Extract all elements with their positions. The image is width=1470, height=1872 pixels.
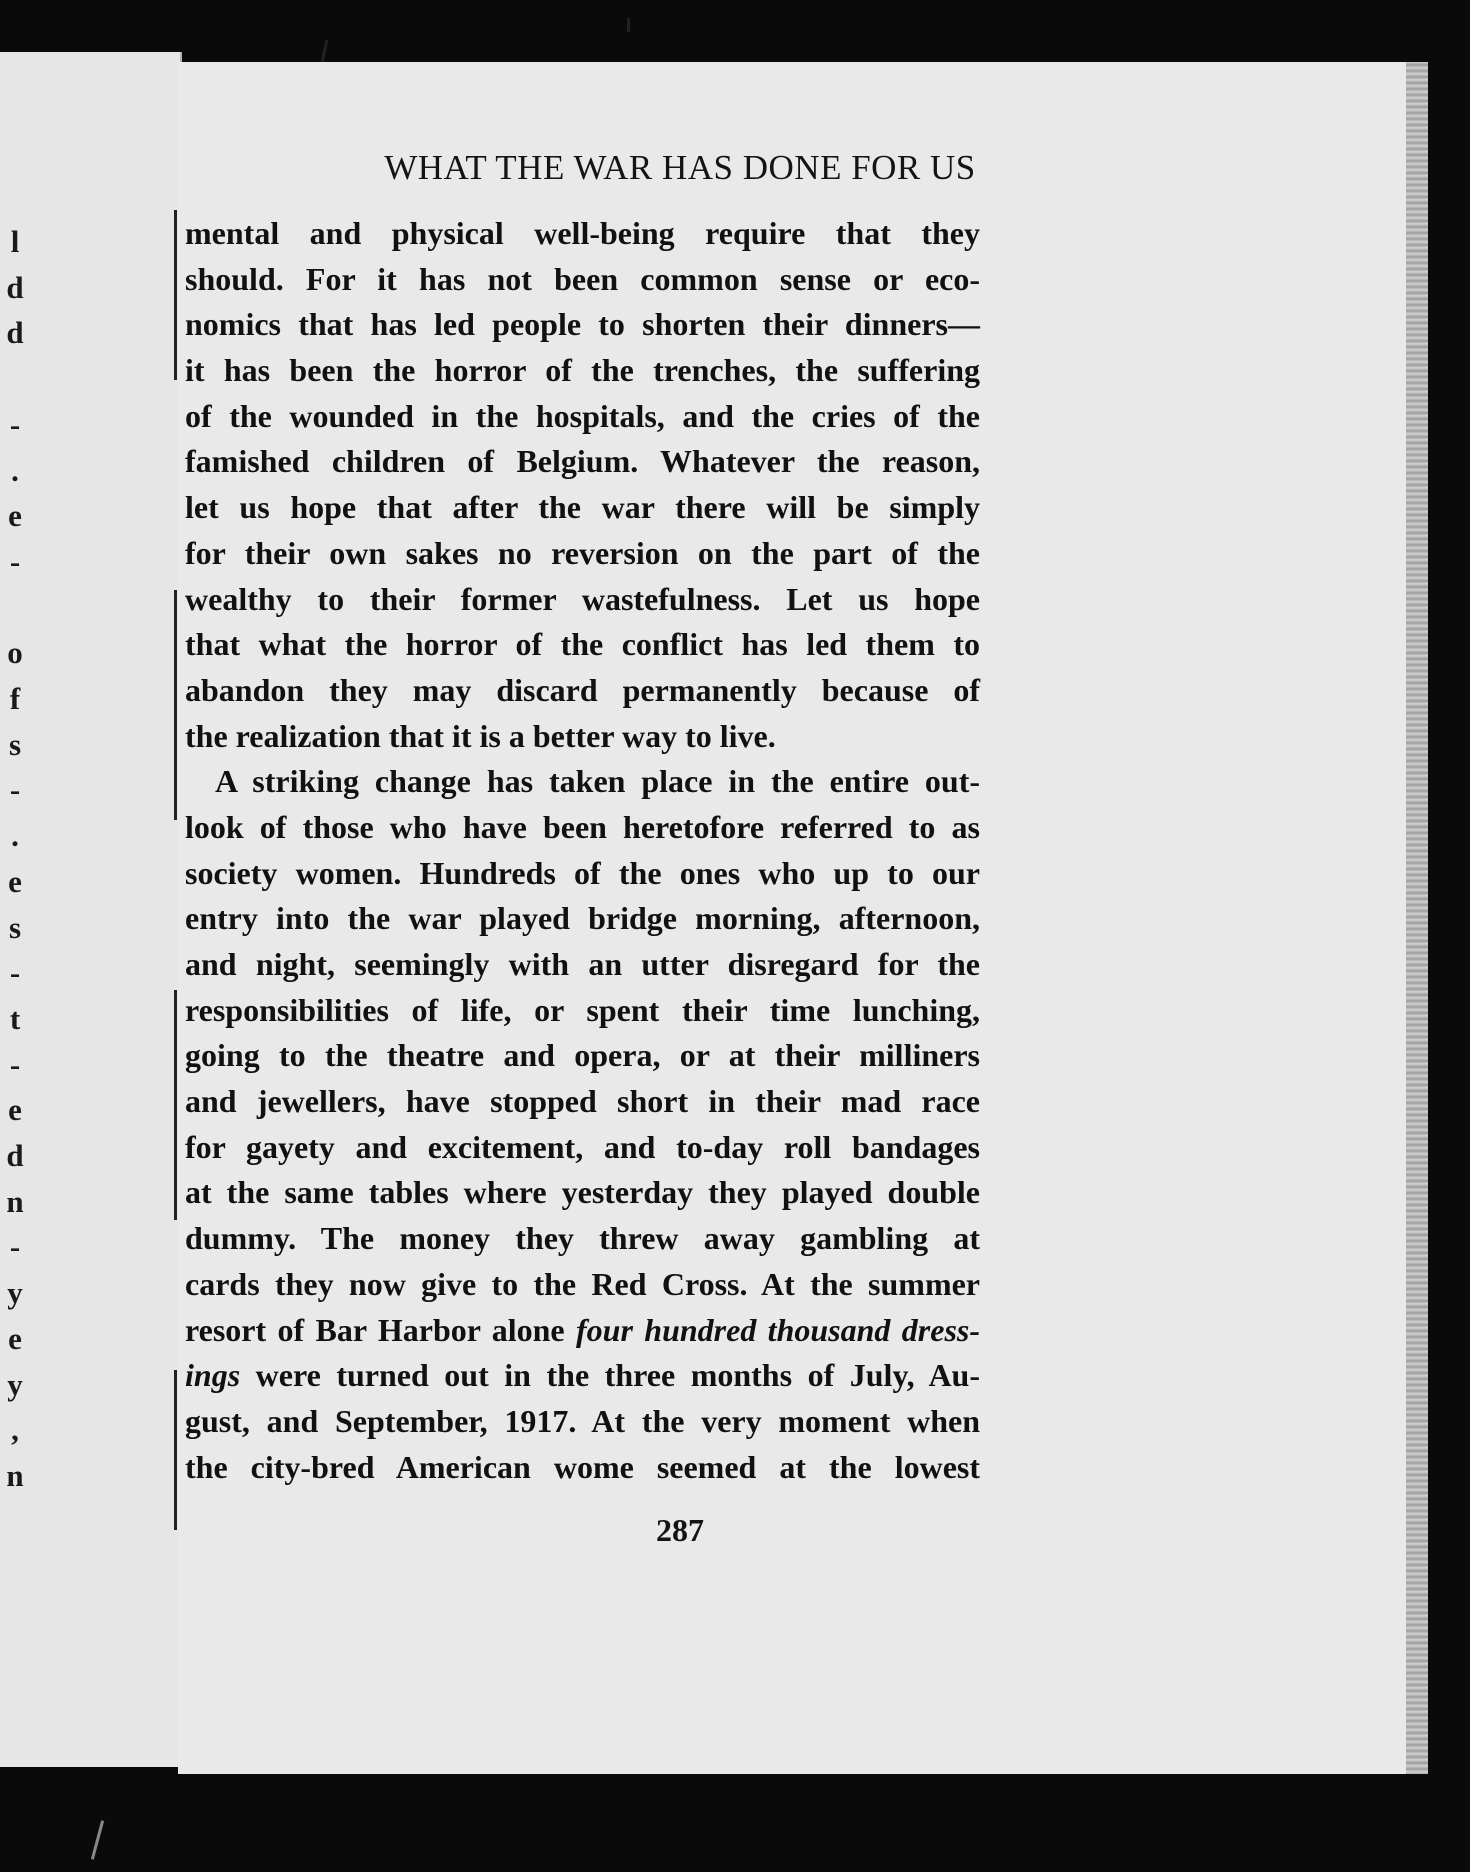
- cut-off-char: -: [9, 772, 21, 808]
- scan-speck: [91, 1820, 104, 1859]
- paragraph-1: [185, 211, 980, 759]
- text-line: that what the horror of the conflict has led them to: [185, 626, 980, 663]
- text-line: [185, 1353, 980, 1399]
- text-line: going to the theatre and opera, or at their milliners: [185, 1037, 980, 1074]
- page-edge-shadow: [1406, 62, 1428, 1774]
- cut-off-char: e: [8, 863, 22, 899]
- cut-off-char: -: [9, 406, 21, 442]
- cut-off-char: -: [9, 543, 21, 579]
- cut-off-char: d: [6, 315, 24, 351]
- left-page-fragment: [0, 52, 182, 1767]
- cut-off-char: n: [6, 1457, 24, 1493]
- text-line: and jewellers, have stopped short in their mad race: [185, 1083, 980, 1120]
- text-run: were turned out in the three months of July, Au-: [240, 1357, 980, 1394]
- text-line: dummy. The money they threw away gambling at: [185, 1220, 980, 1257]
- cut-off-char: e: [8, 1320, 22, 1356]
- text-line: should. For it has not been common sense or eco-: [185, 260, 980, 297]
- cut-off-char: -: [9, 1046, 21, 1082]
- cut-off-char: y: [7, 1366, 23, 1402]
- text-line: let us hope that after the war there will be simply: [185, 489, 980, 526]
- text-line: look of those who have been heretofore referred to as: [185, 808, 980, 845]
- italic-text: ings: [185, 1357, 241, 1394]
- text-line: it has been the horror of the trenches, the suffering: [185, 352, 980, 389]
- text-line: at the same tables where yesterday they played double: [185, 1174, 980, 1211]
- scan-speck: [321, 40, 329, 62]
- cut-off-char: s: [8, 909, 22, 945]
- text-line: [185, 1308, 980, 1354]
- cut-off-char: t: [9, 1000, 21, 1036]
- text-line: society women. Hundreds of the ones who up to our: [185, 854, 980, 891]
- text-line: for gayety and excitement, and to-day roll bandages: [185, 1128, 980, 1165]
- cut-off-char: e: [8, 498, 22, 534]
- text-line: A striking change has taken place in the entire out-: [215, 763, 980, 800]
- italic-text: four hundred thousand dress-: [576, 1311, 981, 1348]
- text-line: the city-bred American wome seemed at the lowest: [185, 1448, 980, 1485]
- paragraph-2: [185, 759, 980, 1490]
- scan-speck: [627, 18, 630, 32]
- text-line: mental and physical well-being require that they: [185, 215, 980, 251]
- text-line: nomics that has led people to shorten their dinners—: [185, 306, 980, 343]
- text-line: famished children of Belgium. Whatever the reason,: [185, 443, 980, 480]
- cut-off-char: ,: [11, 1412, 19, 1448]
- cut-off-char: -: [9, 1229, 21, 1265]
- cut-off-char: .: [11, 818, 19, 854]
- body-text: [185, 211, 980, 1490]
- text-line: gust, and September, 1917. At the very moment when: [185, 1402, 980, 1439]
- text-line: the realization that it is a better way to live.: [185, 717, 776, 754]
- text-line: abandon they may discard permanently because of: [185, 671, 980, 708]
- cut-off-char: e: [8, 1092, 22, 1128]
- text-line: entry into the war played bridge morning, afternoon,: [185, 900, 980, 937]
- running-head: WHAT THE WAR HAS DONE FOR US: [384, 148, 976, 187]
- cut-off-char: f: [9, 681, 21, 716]
- cut-off-char: d: [6, 1138, 24, 1173]
- text-run: resort of Bar Harbor alone: [185, 1311, 576, 1348]
- text-line: and night, seemingly with an utter disregard for the: [185, 946, 980, 982]
- cut-off-char: .: [11, 452, 19, 488]
- text-line: for their own sakes no reversion on the part of the: [185, 534, 980, 571]
- cut-off-char: o: [7, 635, 23, 671]
- text-line: cards they now give to the Red Cross. At the summer: [185, 1265, 980, 1302]
- cut-off-char: -: [9, 955, 21, 991]
- cut-off-char: n: [6, 1183, 24, 1219]
- cut-off-char: d: [6, 269, 24, 305]
- page-number: 287: [656, 1512, 704, 1548]
- cut-off-char: l: [10, 224, 20, 259]
- text-line: responsibilities of life, or spent their time lunching,: [185, 991, 980, 1028]
- text-line: of the wounded in the hospitals, and the cries of the: [185, 397, 980, 434]
- text-line: wealthy to their former wastefulness. Let us hope: [185, 580, 980, 617]
- cut-off-char: s: [8, 726, 22, 762]
- cut-off-char: y: [7, 1275, 23, 1311]
